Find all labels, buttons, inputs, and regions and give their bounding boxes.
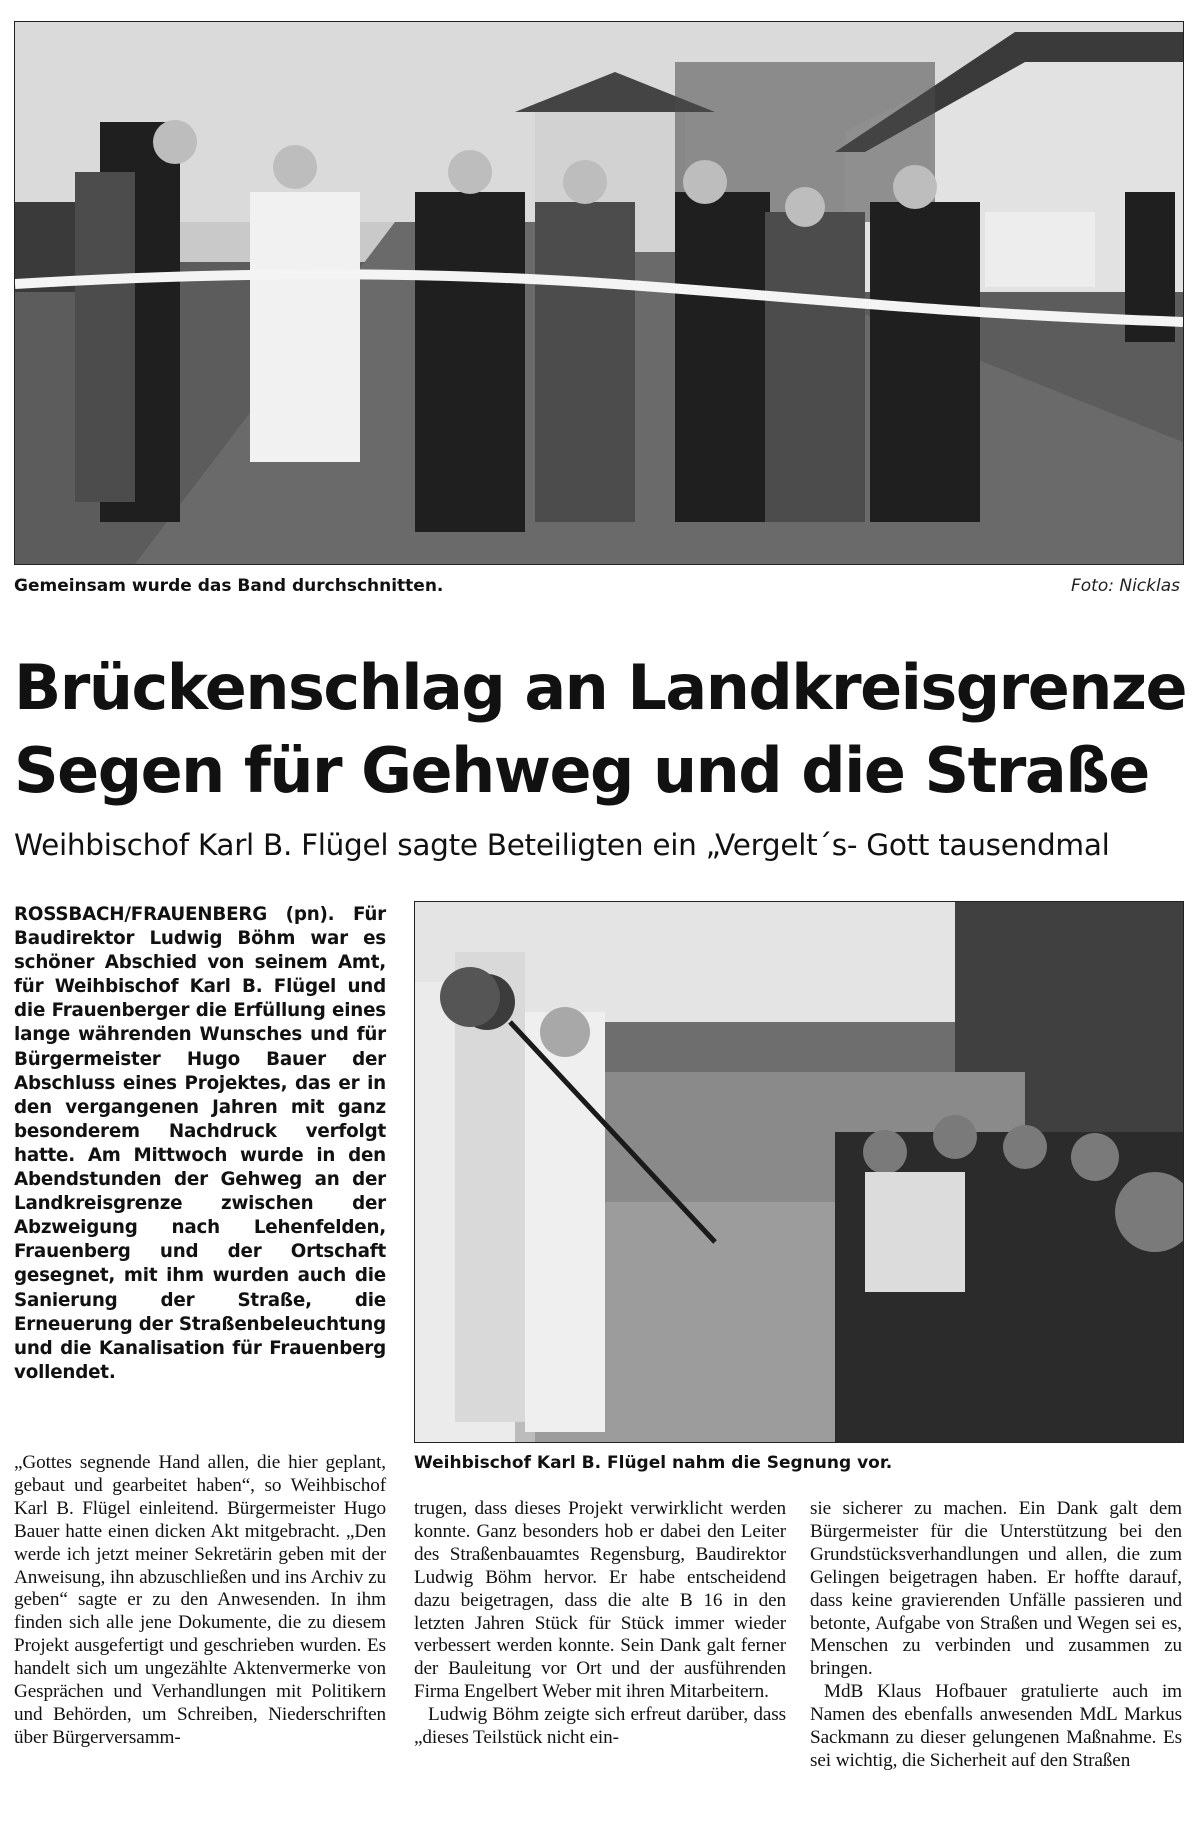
- headline-line-2: Segen für Gehweg und die Straße: [14, 734, 1149, 807]
- ribbon-cutting-photo: [14, 21, 1184, 565]
- headline-line-1: Brückenschlag an Landkreisgrenze: [14, 651, 1187, 724]
- lead-paragraph: ROSSBACH/FRAUENBERG (pn). Für Baudirektor Ludwig Böhm war es schöner Abschied von seinem Amt, für Weihbischof Karl B. Flügel und die Frauenberger die Erfüllung eines lange währenden Wunsches und für Bürgermeister Hugo Bauer der Abschluss eines Projektes, das er in den vergangenen Jahren mit ganz besonderem Nachdruck verfolgt hatte. Am Mittwoch wurde in den Abendstunden der Gehweg an der Landkreisgrenze zwischen der Abzweigung nach Lehenfelden, Frauenberg und der Ortschaft gesegnet, mit ihm wurden auch die Sanierung der Straße, die Erneuerung der Straßenbeleuchtung und die Kanalisation für Frauenberg vollendet.: [14, 904, 386, 1383]
- blessing-photo: [414, 901, 1184, 1443]
- col2-paragraph-2: Ludwig Böhm zeigte sich erfreut darüber, dass „dieses Teilstück nicht ein-: [414, 1704, 786, 1749]
- col1-paragraph-1: „Gottes segnende Hand allen, die hier geplant, gebaut und gearbeitet haben“, so Weihbischof Karl B. Flügel einleitend. Bürgermeister Hugo Bauer hatte einen dicken Akt mitgebracht. „Den werde ich jetzt meiner Sekretärin geben mit der Anweisung, ihn abzuschließen und ins Archiv zu geben“ sagte er zu den Anwesenden. In ihm finden sich alle jene Dokumente, die zu diesem Projekt ausgefertigt und geschrieben wurden. Es handelt sich um ungezählte Aktenvermerke von Gesprächen und Verhandlungen mit Politikern und Behörden, um Schreiben, Niederschriften über Bürgerversamm-: [14, 1452, 386, 1748]
- ribbon-cutting-photo-drawing: [15, 22, 1183, 564]
- col3-paragraph-2: MdB Klaus Hofbauer gratulierte auch im Namen des ebenfalls anwesenden MdL Markus Sackmann zu dieser gelungenen Maßnahme. Es sei wichtig, die Sicherheit auf den Straßen: [810, 1681, 1182, 1771]
- top-photo-caption: Gemeinsam wurde das Band durchschnitten.: [14, 576, 444, 596]
- body-column-1: [14, 1452, 386, 1750]
- body-column-2: [414, 1498, 786, 1750]
- blessing-photo-drawing: [415, 902, 1183, 1442]
- subheadline: Weihbischof Karl B. Flügel sagte Beteiligten ein „Vergelt´s- Gott tausendmal: [14, 828, 1110, 862]
- col2-paragraph-1: trugen, dass dieses Projekt verwirklicht werden konnte. Ganz besonders hob er dabei den Leiter des Straßenbauamtes Regensburg, Baudirektor Ludwig Böhm hervor. Er habe entscheidend dazu beigetragen, dass die alte B 16 in den letzten Jahren Stück für Stück immer wieder verbessert werden konnte. Sein Dank galt ferner der Bauleitung vor Ort und der ausführenden Firma Engelbert Weber mit ihren Mitarbeitern.: [414, 1498, 786, 1703]
- col3-paragraph-1: sie sicherer zu machen. Ein Dank galt dem Bürgermeister für die Unterstützung bei den Grundstücksverhandlungen und allen, die zum Gelingen beigetragen haben. Er hoffte darauf, dass keine gravierenden Unfälle passieren und betonte, Aufgabe von Straßen und Wegen sei es, Menschen zu verbinden und zusammen zu bringen.: [810, 1498, 1182, 1680]
- body-column-3: [810, 1498, 1182, 1773]
- photo-credit: Foto: Nicklas: [1070, 576, 1180, 596]
- blessing-photo-caption: Weihbischof Karl B. Flügel nahm die Segnung vor.: [414, 1453, 893, 1473]
